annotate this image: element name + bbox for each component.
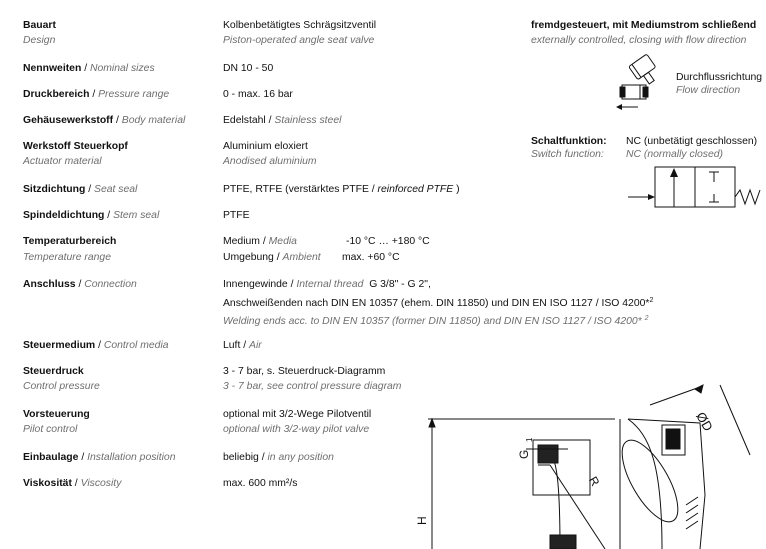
dimension-g-label: G (517, 449, 531, 459)
label-temperature-range-en: Temperature range (23, 252, 111, 263)
switch-function-value-en: NC (normally closed) (626, 149, 724, 160)
value-control-pressure-en: 3 - 7 bar, see control pressure diagram (223, 381, 402, 392)
value-connection-thread: Innengewinde / Internal thread G 3/8" - G 2", (223, 279, 431, 290)
dimension-r-label: R (585, 474, 603, 489)
switch-function-value-de: NC (unbetätigt geschlossen) (626, 136, 758, 147)
value-temperature-medium: Medium / Media (223, 236, 297, 247)
label-design-en: Design (23, 35, 56, 46)
valve-dimension-drawing (400, 385, 766, 549)
value-design-de: Kolbenbetätigtes Schrägsitzventil (223, 20, 377, 31)
label-stem-seal: Spindeldichtung / Stem seal (23, 210, 160, 221)
dimension-od-label: ØD (693, 409, 716, 434)
label-seat-seal: Sitzdichtung / Seat seal (23, 184, 138, 195)
label-nominal-sizes: Nennweiten / Nominal sizes (23, 63, 155, 74)
value-stem-seal: PTFE (223, 210, 250, 221)
label-temperature-range-de: Temperaturbereich (23, 236, 117, 247)
angle-seat-valve-icon (612, 52, 678, 112)
label-pilot-control-en: Pilot control (23, 424, 78, 435)
switch-function-label-de: Schaltfunktion: (531, 136, 607, 147)
label-pressure-range: Druckbereich / Pressure range (23, 89, 170, 100)
value-connection-weld-de: Anschweißenden nach DIN EN 10357 (ehem. DIN 11850) und DIN EN ISO 1127 / ISO 4200*$^2$ (223, 297, 654, 309)
dimension-g-sup: 1 (525, 437, 534, 442)
value-control-media: Luft / Air (223, 340, 262, 351)
label-actuator-material-en: Actuator material (23, 156, 102, 167)
switch-function-label-en: Switch function: (531, 149, 604, 160)
label-control-pressure-en: Control pressure (23, 381, 100, 392)
value-actuator-material-en: Anodised aluminium (223, 156, 317, 167)
control-type-de: fremdgesteuert, mit Mediumstrom schließend (531, 20, 757, 31)
flow-direction-de: Durchflussrichtung (676, 72, 763, 83)
nc-valve-symbol-icon (628, 162, 764, 212)
value-connection-weld-en: Welding ends acc. to DIN EN 10357 (former DIN 11850) and DIN EN ISO 1127 / ISO 4200* $^2$ (223, 315, 649, 327)
label-pilot-control-de: Vorsteuerung (23, 409, 90, 420)
value-temperature-ambient: Umgebung / Ambient (223, 252, 321, 263)
label-body-material: Gehäusewerkstoff / Body material (23, 115, 186, 126)
value-control-pressure-de: 3 - 7 bar, s. Steuerdruck-Diagramm (223, 366, 386, 377)
value-actuator-material-de: Aluminium eloxiert (223, 141, 308, 152)
value-seat-seal: PTFE, RTFE (verstärktes PTFE / reinforced PTFE ) (223, 184, 460, 195)
value-viscosity: max. 600 mm²/s (223, 478, 298, 489)
value-pilot-control-de: optional mit 3/2-Wege Pilotventil (223, 409, 372, 420)
value-temperature-ambient-max: max. +60 °C (342, 252, 400, 263)
control-type-en: externally controlled, closing with flow direction (531, 35, 747, 46)
label-actuator-material-de: Werkstoff Steuerkopf (23, 141, 128, 152)
value-nominal-sizes: DN 10 - 50 (223, 63, 274, 74)
label-connection: Anschluss / Connection (23, 279, 137, 290)
value-temperature-medium-range: -10 °C … +180 °C (346, 236, 430, 247)
flow-direction-en: Flow direction (676, 85, 741, 96)
dimension-h-label: H (415, 516, 429, 525)
value-design-en: Piston-operated angle seat valve (223, 35, 375, 46)
label-viscosity: Viskosität / Viscosity (23, 478, 122, 489)
value-body-material: Edelstahl / Stainless steel (223, 115, 342, 126)
label-control-pressure-de: Steuerdruck (23, 366, 84, 377)
label-design-de: Bauart (23, 20, 56, 31)
value-pressure-range: 0 - max. 16 bar (223, 89, 293, 100)
label-control-media: Steuermedium / Control media (23, 340, 169, 351)
value-pilot-control-en: optional with 3/2-way pilot valve (223, 424, 370, 435)
value-installation-position: beliebig / in any position (223, 452, 334, 463)
label-installation-position: Einbaulage / Installation position (23, 452, 176, 463)
